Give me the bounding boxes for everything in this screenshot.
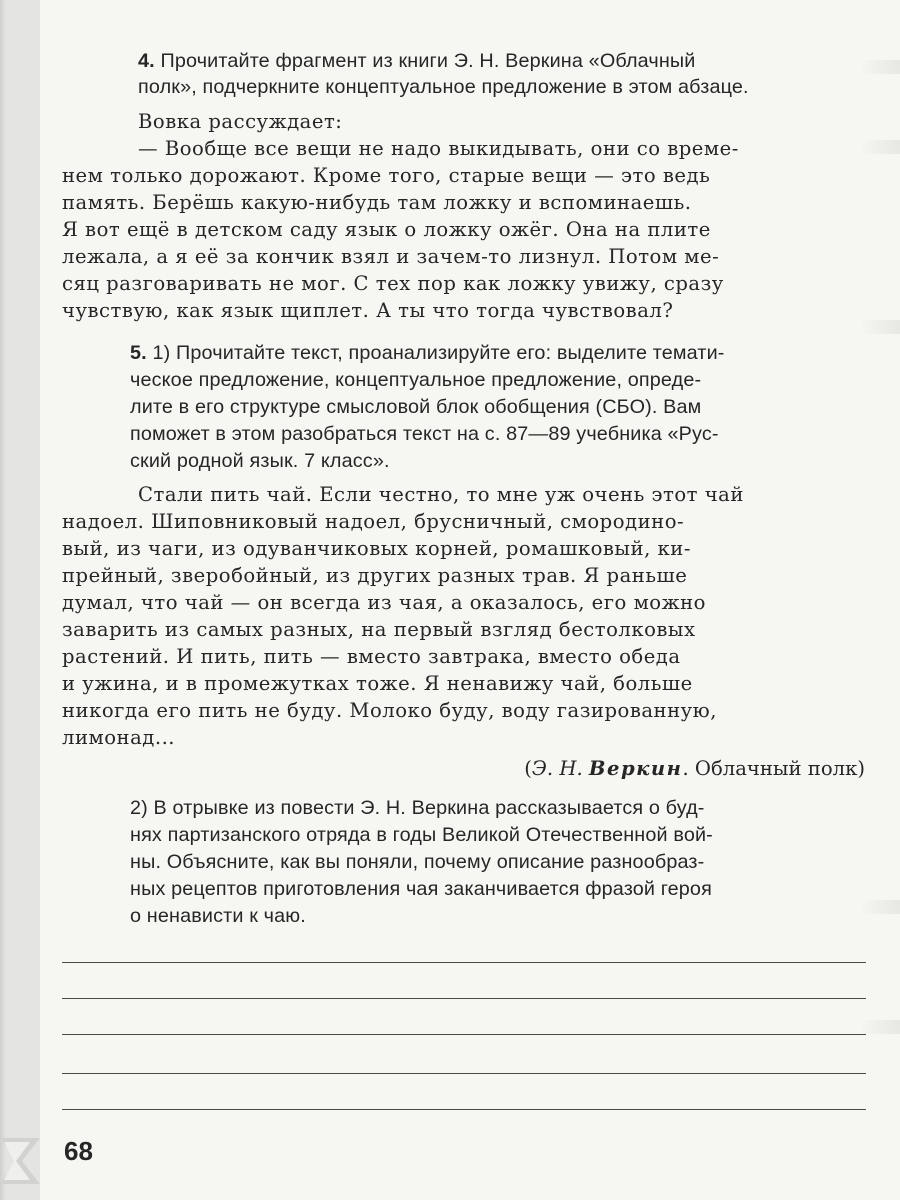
source-paren: ( bbox=[524, 757, 532, 780]
bleed-through-mark bbox=[860, 900, 900, 914]
excerpt1-line: Я вот ещё в детском саду язык о ложку ожёг. Она на плите bbox=[62, 218, 711, 241]
bleed-through-mark bbox=[860, 320, 900, 334]
page-edge-strip bbox=[0, 0, 40, 1200]
excerpt1-line: память. Берёшь какую-нибудь там ложку и вспоминаешь. bbox=[62, 191, 692, 214]
task4-line-2: полк», подчеркните концептуальное предложение в этом абзаце. bbox=[138, 76, 749, 98]
corner-ornament-icon bbox=[0, 1138, 40, 1184]
task5-part2-line: ны. Объясните, как вы поняли, почему описание разнообраз- bbox=[130, 851, 705, 873]
task5-number: 5. bbox=[130, 342, 147, 364]
excerpt2-line: вый, из чаги, из одуванчиковых корней, ромашковый, ки- bbox=[62, 537, 691, 560]
excerpt1-line: нем только дорожают. Кроме того, старые вещи — это ведь bbox=[62, 164, 711, 187]
answer-line[interactable] bbox=[62, 1109, 866, 1110]
excerpt2-line: и ужина, и в промежутках тоже. Я ненавижу чай, больше bbox=[62, 672, 693, 695]
excerpt2-line: заварить из самых разных, на первый взгляд бестолковых bbox=[62, 618, 696, 641]
source-author: Веркин bbox=[588, 757, 683, 780]
excerpt2-line: лимонад... bbox=[62, 726, 176, 749]
answer-line[interactable] bbox=[62, 962, 866, 963]
excerpt1-line: — Вообще все вещи не надо выкидывать, они со време- bbox=[138, 137, 739, 160]
source-title: . Облачный полк) bbox=[682, 757, 865, 780]
task5-part2-line: ных рецептов приготовления чая заканчивается фразой героя bbox=[130, 878, 712, 900]
excerpt1-line: чувствую, как язык щиплет. А ты что тогда чувствовал? bbox=[62, 299, 674, 322]
task5-part1-text: 1) Прочитайте текст, проанализируйте его: выделите темати- bbox=[152, 342, 725, 364]
excerpt2-line: надоел. Шиповниковый надоел, брусничный, смородино- bbox=[62, 510, 685, 533]
excerpt1-line: лежала, а я её за кончик взял и зачем-то лизнул. Потом ме- bbox=[62, 245, 720, 268]
task5-part1-line: поможет в этом разобраться текст на с. 87—89 учебника «Рус- bbox=[130, 423, 719, 445]
task5-part2-line: нях партизанского отряда в годы Великой Отечественной вой- bbox=[130, 824, 713, 846]
page-edge-shadow bbox=[0, 0, 6, 1200]
bleed-through-mark bbox=[860, 60, 900, 74]
excerpt2-line: Стали пить чай. Если честно, то мне уж очень этот чай bbox=[138, 483, 744, 506]
task4-line-1 bbox=[138, 48, 866, 74]
excerpt2-line: думал, что чай — он всегда из чая, а оказалось, его можно bbox=[62, 591, 706, 614]
task5-part1-line: лите в его структуре смысловой блок обобщения (СБО). Вам bbox=[130, 396, 702, 418]
task5-part1-line: ский родной язык. 7 класс». bbox=[130, 450, 390, 472]
excerpt2-line: растений. И пить, пить — вместо завтрака, вместо обеда bbox=[62, 645, 681, 668]
task5-part1-line: ческое предложение, концептуальное предложение, опреде- bbox=[130, 369, 702, 391]
task5-part2-line: 2) В отрывке из повести Э. Н. Веркина рассказывается о буд- bbox=[130, 797, 705, 819]
source-attribution bbox=[524, 757, 865, 780]
answer-line[interactable] bbox=[62, 1034, 866, 1035]
bleed-through-mark bbox=[860, 1020, 900, 1034]
excerpt2-line: прейный, зверобойный, из других разных трав. Я раньше bbox=[62, 564, 688, 587]
excerpt2-line: никогда его пить не буду. Молоко буду, воду газированную, bbox=[62, 699, 717, 722]
source-initials: Э. Н. bbox=[531, 757, 583, 780]
page-number: 68 bbox=[64, 1136, 93, 1166]
answer-line[interactable] bbox=[62, 1073, 866, 1074]
task4-text: Прочитайте фрагмент из книги Э. Н. Веркина «Облачный bbox=[160, 50, 696, 72]
task5-line-1 bbox=[130, 340, 725, 366]
bleed-through-mark bbox=[860, 140, 900, 154]
task4-number: 4. bbox=[138, 50, 155, 72]
excerpt1-line: Вовка рассуждает: bbox=[138, 110, 343, 133]
excerpt1-line: сяц разговаривать не мог. С тех пор как ложку увижу, сразу bbox=[62, 272, 724, 295]
task5-part2-line: о ненависти к чаю. bbox=[130, 905, 306, 927]
answer-line[interactable] bbox=[62, 998, 866, 999]
